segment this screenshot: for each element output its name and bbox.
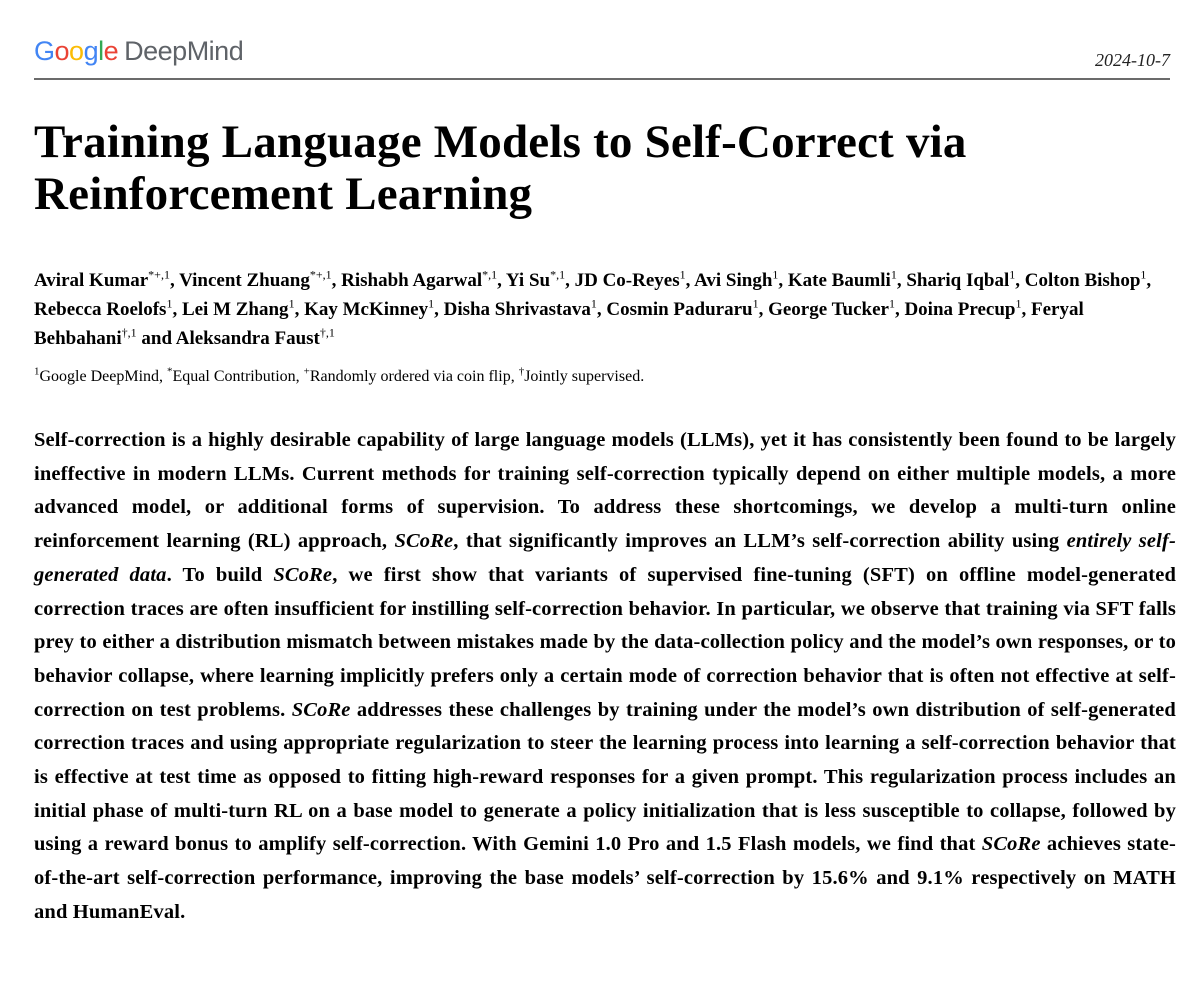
author-list: Aviral Kumar$^{*+,1}$, Vincent Zhuang$^{*+,1}$, Rishabh Agarwal$^{*,1}$, Yi $Su^{*,1}$, JD Co-Reyes$^1$, Avi Singh$^1$, Kate Baumli$^1$, Shariq Iqbal$^1$, Colton Bishop$^1$, Rebecca Roelofs$^1$, Lei M Zhang$^1$, Kay McKinney$^1$, Disha Shrivastava$^1$, Cosmin Paduraru$^1$, George Tucker$^1$, Doina Precup$^1$, Feryal Behbahani$^{\dagger,1}$ and Aleksandra Faust$^{\dagger,1}$ bbox=[34, 267, 1152, 349]
author-name: Shariq Iqbal bbox=[906, 270, 1010, 291]
author-affiliation-mark: 1 bbox=[288, 296, 295, 311]
author-affiliation-mark: *+,1 bbox=[309, 267, 332, 282]
author-name: Disha Shrivastava bbox=[443, 299, 591, 320]
author-joiner: and bbox=[141, 328, 173, 349]
author-name: Kate Baumli bbox=[787, 270, 891, 291]
author-affiliation-mark: 1 bbox=[888, 296, 895, 311]
author-name: Kay McKinney bbox=[304, 299, 429, 320]
abstract-text: , we first show that variants of supervised fine-tuning (SFT) on offline model-generated correction traces are often insufficient for instilling self-correction behavior. In particular, we observe that training via SFT falls prey to either a distribution mismatch between mistakes made by the data-collection policy and the model’s own responses, or to behavior collapse, where learning implicitly prefers only a certain mode of correction behavior that is often not effective at self-correction on test problems. bbox=[34, 563, 1177, 721]
affiliations: $^1$Google DeepMind, *Equal Contribution, +Randomly ordered via coin flip, †Jointly supervised. bbox=[34, 365, 645, 385]
author-name: Aleksandra Faust bbox=[175, 328, 320, 349]
author-name: George Tucker bbox=[768, 299, 889, 320]
abstract-emphasis: SCoRe bbox=[394, 530, 454, 553]
google-letter: o bbox=[69, 36, 84, 66]
abstract-emphasis: SCoRe bbox=[981, 833, 1041, 856]
affiliation-text: Jointly supervised. bbox=[524, 368, 645, 385]
google-wordmark bbox=[34, 36, 118, 66]
author-affiliation-mark: †,1 bbox=[319, 325, 335, 340]
publication-date: 2024-10-7 bbox=[1095, 50, 1170, 70]
abstract-text: Self-correction is a highly desirable capability of large language models (LLMs), yet it has consistently been found to be largely ineffective in modern LLMs. Current methods for training self-correction typically depend on either multiple models, a more advanced model, or additional forms of supervision. To address these shortcomings, we develop a multi-turn online reinforcement learning (RL) approach, bbox=[34, 429, 1176, 553]
author-affiliation-mark: *,1 bbox=[482, 267, 498, 282]
author-affiliation-mark: *,1 bbox=[550, 267, 566, 282]
paper-title: Training Language Models to Self-Correct via Reinforcement Learning bbox=[34, 116, 967, 220]
abstract-emphasis: SCoRe bbox=[273, 563, 333, 586]
abstract-text: . To build bbox=[166, 563, 274, 586]
abstract-text: , that significantly improves an LLM’s self-correction ability using bbox=[453, 530, 1067, 553]
author-name: Rishabh Agarwal bbox=[341, 270, 483, 291]
google-deepmind-logo bbox=[34, 36, 243, 67]
author-name: Cosmin Paduraru bbox=[606, 299, 753, 320]
author-affiliation-mark: 1 bbox=[1140, 267, 1147, 282]
author-name: Feryal Behbahani bbox=[34, 299, 1084, 349]
author-name: Colton Bishop bbox=[1024, 270, 1141, 291]
author-name: Aviral Kumar bbox=[34, 270, 149, 291]
affiliation-text: Google DeepMind bbox=[39, 368, 160, 385]
affiliation-mark: † bbox=[518, 365, 525, 378]
google-letter: g bbox=[83, 36, 99, 66]
author-name: JD Co-Reyes bbox=[574, 270, 680, 291]
abstract-emphasis: SCoRe bbox=[291, 698, 351, 721]
page-header bbox=[34, 28, 1170, 80]
author-name: Vincent Zhuang bbox=[179, 270, 310, 291]
google-letter: e bbox=[103, 36, 119, 66]
author-affiliation-mark: 1 bbox=[1009, 267, 1016, 282]
author-name: Yi Su bbox=[505, 270, 551, 291]
author-affiliation-mark: 1 bbox=[752, 296, 759, 311]
affiliation-mark: * bbox=[167, 365, 173, 378]
author-affiliation-mark: 1 bbox=[166, 296, 173, 311]
google-letter: o bbox=[54, 36, 70, 66]
author-affiliation-mark: 1 bbox=[772, 267, 779, 282]
google-letter: G bbox=[34, 36, 55, 66]
abstract-text: addresses these challenges by training under the model’s own distribution of self-generated correction traces and using appropriate regularization to steer the learning process into learning a self-correction behavior that is effective at test time as opposed to fitting high-reward responses for a given prompt. This regularization process includes an initial phase of multi-turn RL on a base model to generate a policy initialization that is less susceptible to collapse, followed by using a reward bonus to amplify self-correction. With Gemini 1.0 Pro and 1.5 Flash models, we find that bbox=[34, 698, 1176, 856]
affiliation-text: Equal Contribution bbox=[172, 368, 296, 385]
author-name: Rebecca Roelofs bbox=[34, 299, 167, 320]
abstract-emphasis: entirely self-generated data bbox=[34, 530, 1176, 586]
author-name: Doina Precup bbox=[904, 299, 1016, 320]
abstract-text: achieves state-of-the-art self-correction performance, improving the base models’ self-correction by 15.6% and 9.1% respectively on MATH and HumanEval. bbox=[34, 833, 1176, 923]
author-affiliation-mark: †,1 bbox=[121, 325, 137, 340]
author-affiliation-mark: *+,1 bbox=[148, 267, 170, 282]
author-affiliation-mark: 1 bbox=[590, 296, 597, 311]
google-letter: l bbox=[98, 36, 104, 66]
author-affiliation-mark: 1 bbox=[1015, 296, 1022, 311]
author-affiliation-mark: 1 bbox=[679, 267, 686, 282]
author-name: Lei M Zhang bbox=[181, 299, 289, 320]
deepmind-wordmark: DeepMind bbox=[124, 36, 244, 66]
affiliation-mark: 1 bbox=[34, 365, 40, 378]
affiliation-mark: + bbox=[303, 365, 310, 378]
affiliation-text: Randomly ordered via coin flip bbox=[309, 368, 511, 385]
author-affiliation-mark: 1 bbox=[428, 296, 435, 311]
abstract-body bbox=[34, 424, 1176, 930]
author-affiliation-mark: 1 bbox=[890, 267, 897, 282]
author-name: Avi Singh bbox=[694, 270, 773, 291]
